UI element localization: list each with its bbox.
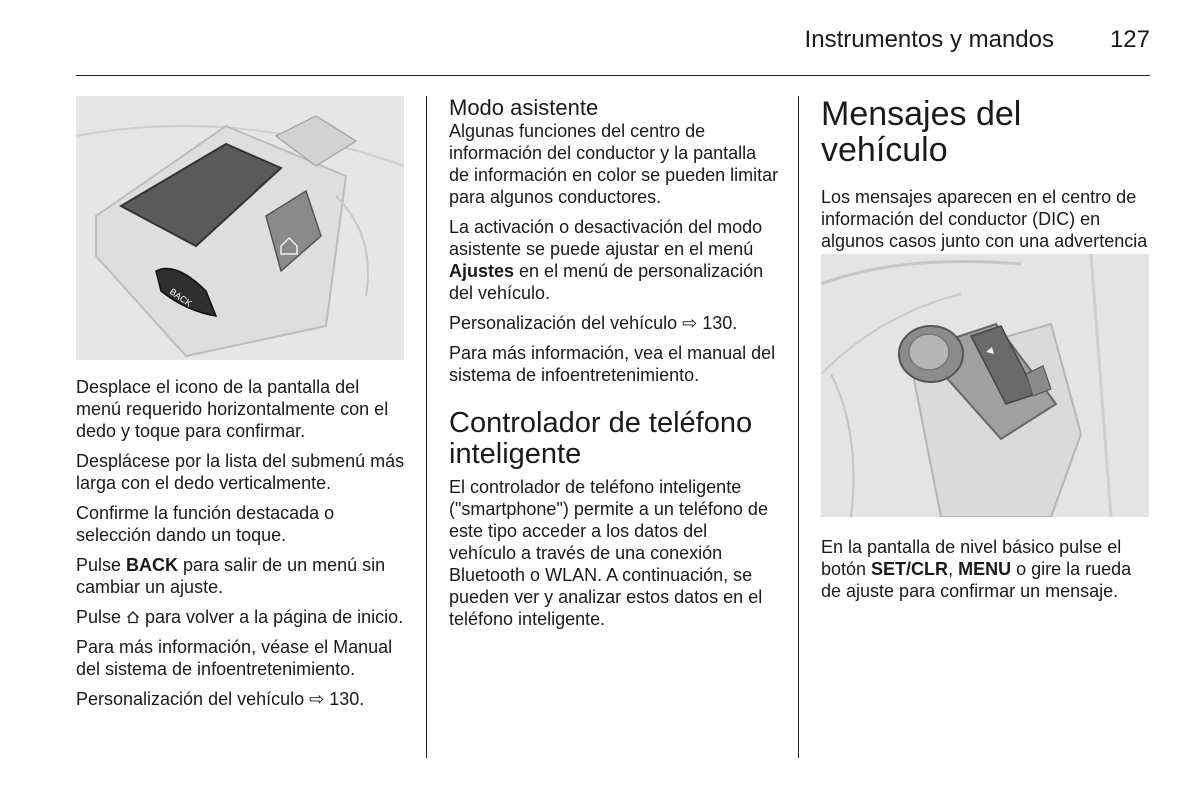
paragraph: Para más información, véase el Manual del sistema de infoentretenimiento. [76, 637, 393, 679]
text-fragment: en el menú de personalización del vehículo. [449, 261, 764, 303]
text-fragment: para volver a la página de inicio. [140, 607, 404, 627]
back-button-label: BACK [167, 286, 194, 309]
paragraph: Los mensajes aparecen en el centro de información del conductor (DIC) en algunos casos junto con una advertencia [821, 187, 1148, 251]
back-keyword: BACK [126, 555, 179, 575]
paragraph: El controlador de teléfono inteligente ("smartphone") permite a un teléfono de este tipo acceder a los datos del vehículo a través de una conexión Bluetooth o WLAN. A continuación, se pueden ver y analizar estos datos en el teléfono inteligente. [449, 477, 768, 629]
paragraph [821, 536, 1151, 602]
ajustes-keyword: Ajustes [449, 261, 515, 281]
text-fragment: La activación o desactivación del modo asistente se puede ajustar en el menú [449, 217, 763, 259]
header-rule [76, 75, 1150, 76]
paragraph: Confirme la función destacada o selección dando un toque. [76, 503, 335, 545]
text-fragment: Pulse [76, 607, 127, 627]
cross-reference: Personalización del vehículo ⇨ 130. [76, 689, 365, 709]
text-fragment: En la pantalla de nivel básico pulse el botón [821, 537, 1122, 579]
column-left [76, 376, 408, 718]
steering-stalk-figure [821, 254, 1149, 517]
menu-keyword: MENU [958, 559, 1012, 579]
section-heading-modo-asistente: Modo asistente [449, 95, 599, 120]
paragraph: Algunas funciones del centro de información del conductor y la pantalla de información en color se pueden limitar para algunos conductores. [449, 121, 779, 207]
text-fragment: o gire la rueda de ajuste para confirmar un mensaje. [821, 559, 1132, 601]
text-fragment: para salir de un menú sin cambiar un ajuste. [76, 555, 386, 597]
column-divider-2 [798, 96, 799, 758]
home-icon [126, 610, 140, 624]
page-number: 127 [1109, 26, 1150, 53]
paragraph: Desplácese por la lista del submenú más larga con el dedo verticalmente. [76, 451, 405, 493]
paragraph [76, 606, 408, 628]
set-clr-keyword: SET/CLR [871, 559, 949, 579]
column-right-lower [821, 536, 1151, 610]
text-fragment: , [948, 559, 959, 579]
cross-reference: Personalización del vehículo ⇨ 130. [449, 313, 738, 333]
paragraph: Desplace el icono de la pantalla del menú requerido horizontalmente con el dedo y toque para confirmar. [76, 377, 389, 441]
paragraph [449, 216, 779, 304]
text-fragment: Pulse [76, 555, 127, 575]
section-heading-controlador: Controlador de teléfono inteligente [449, 407, 753, 470]
page-header-title: Instrumentos y mandos [804, 26, 1054, 53]
column-divider-1 [426, 96, 427, 758]
paragraph [76, 554, 408, 598]
column-middle [449, 96, 779, 638]
section-heading-mensajes: Mensajes del vehículo [821, 95, 1022, 169]
paragraph: Para más información, vea el manual del sistema de infoentretenimiento. [449, 343, 776, 385]
console-buttons-figure [76, 96, 404, 360]
